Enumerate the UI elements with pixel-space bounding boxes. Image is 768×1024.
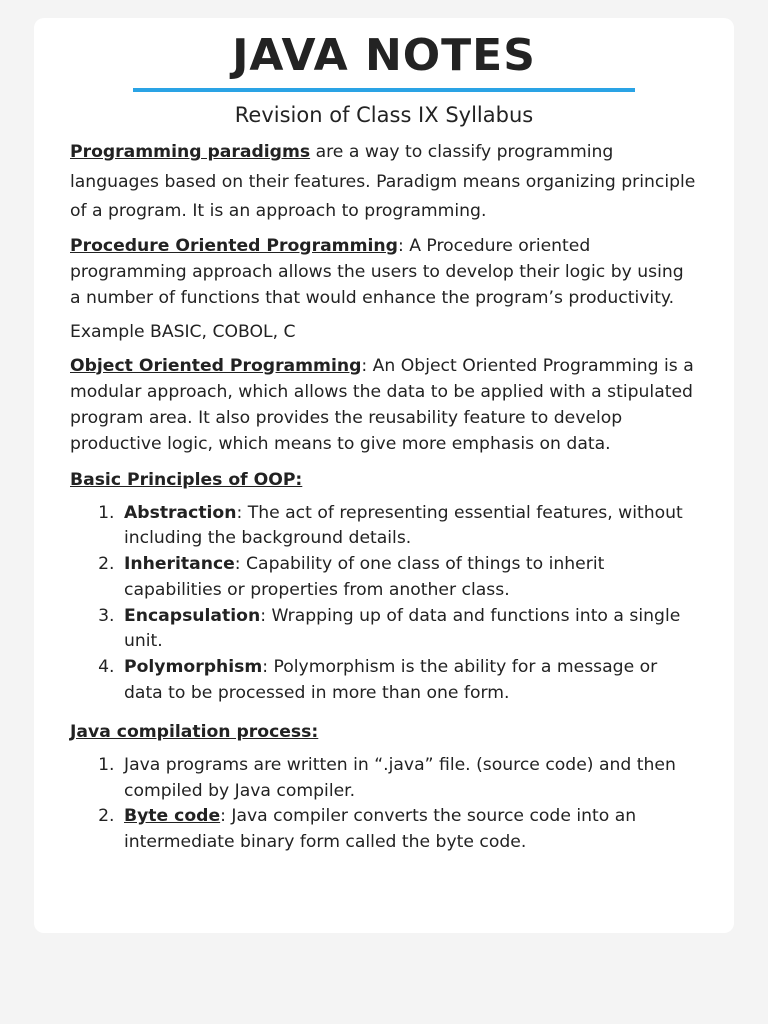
pop-paragraph: [70, 233, 698, 311]
paradigms-term: Programming paradigms: [70, 142, 311, 162]
list-item: [120, 552, 698, 604]
principles-heading-row: [70, 467, 698, 493]
bytecode-text: : Java compiler converts the source code into an intermediate binary form called the byte code.: [124, 806, 637, 853]
oop-term: Object Oriented Programming: [70, 355, 362, 376]
list-item: [120, 655, 698, 707]
example-paragraph: Example BASIC, COBOL, C: [70, 321, 296, 342]
principles-list: [70, 501, 698, 707]
paradigms-text: are a way to classify programming languages based on their features. Paradigm means organizing principle of a program. It is an approach to programming.: [70, 142, 696, 221]
principle-term: Polymorphism: [124, 657, 263, 678]
list-item: [120, 804, 698, 856]
page-title: JAVA NOTES: [232, 30, 536, 81]
principle-term: Abstraction: [124, 502, 237, 523]
principle-term: Inheritance: [124, 554, 235, 575]
compilation-heading: Java compilation process:: [70, 721, 319, 742]
oop-text: : An Object Oriented Programming is a modular approach, which allows the data to be applied with a stipulated program area. It also provides the reusability feature to develop productive logic, which means to give more emphasis on data.: [70, 355, 694, 454]
pop-text: : A Procedure oriented programming approach allows the users to develop their logic by using a number of functions that would enhance the program’s productivity.: [70, 235, 684, 308]
compilation-heading-row: [70, 719, 698, 745]
principle-text: : Wrapping up of data and functions into a single unit.: [124, 605, 681, 652]
principle-term: Encapsulation: [124, 605, 261, 626]
principle-text: : Capability of one class of things to inherit capabilities or properties from another class.: [124, 554, 605, 600]
title-underline-rule: [133, 88, 635, 92]
bytecode-term: Byte code: [124, 806, 221, 827]
page-subtitle: Revision of Class IX Syllabus: [234, 103, 534, 127]
list-item: 1. Java programs are written in “.java” file. (source code) and then compiled by Java compiler.: [120, 753, 698, 805]
paradigms-paragraph: [70, 138, 698, 227]
compilation-list: [70, 753, 698, 856]
list-item: [120, 604, 698, 656]
principles-heading: Basic Principles of OOP:: [70, 469, 303, 490]
oop-paragraph: [70, 353, 698, 457]
list-item: [120, 501, 698, 553]
notes-page: [34, 18, 734, 933]
principle-text: : Polymorphism is the ability for a message or data to be processed in more than one form.: [124, 657, 658, 704]
principle-text: : The act of representing essential features, without including the background details.: [124, 502, 683, 549]
pop-term: Procedure Oriented Programming: [70, 235, 398, 256]
